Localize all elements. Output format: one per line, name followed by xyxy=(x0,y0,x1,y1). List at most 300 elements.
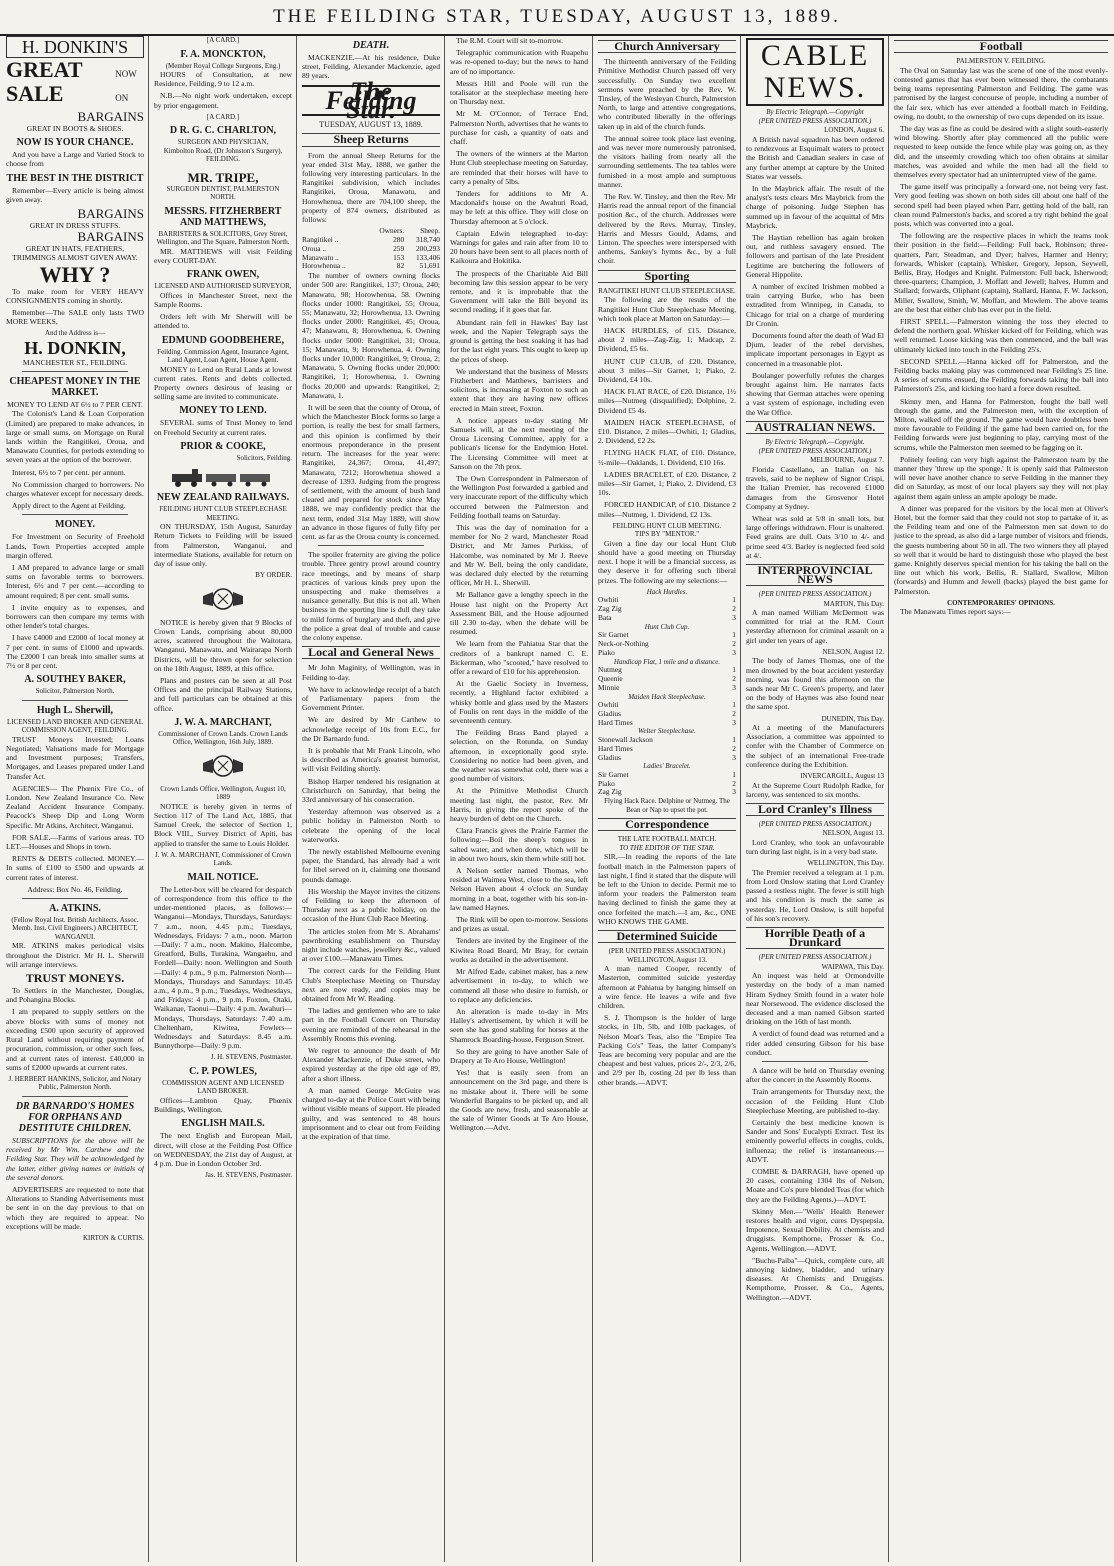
tip-rank: 2 xyxy=(732,604,736,614)
dateline-dunedin: DUNEDIN, This Day. xyxy=(821,714,884,723)
table-cell: 153 xyxy=(393,252,405,262)
prepared-text: I AM prepared to advance large or small sums on favorable terms to borrowers. Interest, 6½ and 7 per cent.—according to amount required; 8 per cent. small sums. xyxy=(6,562,144,600)
news-item: Mr Alfred Eade, cabinet maker, has a new advertisement in to-day, to which we commend all those who desire to furnish, or to replace any deficiencies. xyxy=(450,967,588,1004)
tip-rank: 1 xyxy=(732,630,736,640)
flying-hack-tip: Flying Hack Race. Delphine or Nutmeg. The Bean or Nap to upset the pot. xyxy=(604,797,730,814)
horse-name: Owhiti xyxy=(598,700,619,710)
church-text: The Rev. W. Tinsley, and then the Rev. Mr Harris read the annual report of the financial position &c., of the church. Addresses were delivered by the Revs. Murray, Tinsley, Harris and Messrs Gould, Adams, and Linton. The speeches were interspersed with anthems, Sankey's hymns &c., by a full choir. xyxy=(598,192,736,266)
feilding-hunt-heading: FEILDING HUNT CLUB MEETING. xyxy=(612,521,722,530)
apply-direct-text: Apply direct to the Agent at Feilding. xyxy=(12,501,126,511)
dress-line: GREAT IN DRESS STUFFS. xyxy=(29,221,121,231)
local-news-item: The articles stolen from Mr S. Abrahams' pawnbroking establishment on Thursday night include watches, jewellery &c., valued at over £100.—Manawatu Times. xyxy=(302,926,440,964)
football-report: The Manawatu Times report says:— xyxy=(900,607,1011,617)
column-rule xyxy=(888,36,889,1562)
football-report: The day was as fine as could be desired with a slight south-easterly wind blowing. Shortly after play commenced all the public were requested to keep outside the fence while play was going on, as they did, and the unseemly crowding which too often obtains at similar matches, was avoided and while the men had all the field to themselves every spectator had an uninterrupted view of the game. xyxy=(894,123,1108,179)
coat-of-arms-icon xyxy=(198,751,248,781)
advertisement-item: Certainly the best medicine known is Sander and Sons' Eucalypti Extract. Test its eminently powerful effects in coughs, colds, influenza; the relief is instantaneous.—ADVT. xyxy=(746,1117,884,1164)
boots-line: GREAT IN BOOTS & SHOES. xyxy=(26,124,124,133)
tip-table xyxy=(598,596,736,622)
horse-name: Stonewall Jackson xyxy=(598,734,653,744)
tip-rank: 3 xyxy=(732,682,736,692)
horse-name: Zag Zig xyxy=(598,787,622,797)
tip-rank: 1 xyxy=(732,734,736,744)
great-sale-label: GREAT SALE xyxy=(6,57,83,106)
suicide-byline: (PER UNITED PRESS ASSOCIATION.) WELLINGTON, August 13. xyxy=(608,947,726,964)
electric-telegraph-byline: By Electric Telegraph.—Copyright xyxy=(766,108,864,116)
sale-duration-text: Remember—The SALE only lasts TWO MORE WEEKS, xyxy=(6,308,144,327)
english-mails-heading: ENGLISH MAILS. xyxy=(181,1118,265,1130)
press-association-byline: (PER UNITED PRESS ASSOCIATION.) xyxy=(758,820,872,829)
news-item: A notice appears to-day stating Mr Samuels will, at the next meeting of the Oroua Licensing Committee, apply for a publican's license for the Endymion Hotel. The Licensing Committee will meet at Sanson on the 7th prox. xyxy=(450,415,588,471)
cable-item: In the Maybrick affair. The result of the analyst's tests clears Mrs Maybrick from the charge of poisoning. Judge Stephen has summed up in favour of the acquittal of Mrs Maybrick. xyxy=(746,183,884,230)
card-label: [A CARD.] xyxy=(206,36,240,44)
sporting-heading: Sporting xyxy=(598,270,736,283)
box-address: Address: Box No. 46, Feilding. xyxy=(27,884,123,894)
table-cell: 280 xyxy=(393,235,405,245)
table-row xyxy=(598,788,736,797)
dateline-marton: MARTON, This Day. xyxy=(823,599,884,608)
tripe-name: MR. TRIPE, xyxy=(187,169,259,185)
interprovincial-heading: INTERPROVINCIAL NEWS xyxy=(746,564,884,586)
race-name: Maiden Hack Steeplechase. xyxy=(628,692,706,701)
bargains-heading: BARGAINS xyxy=(77,109,144,124)
inquest-item: An inquest was held at Ormondville yesterday on the body of a man named Hiram Sydney Smith found in a water hole near Norsewood. The evidence disclosed the deceased and a man named Gibson started drinking on the 16th of last month. xyxy=(746,971,884,1027)
divider xyxy=(762,1061,868,1062)
cable-item: A number of excited Irishmen mobbed a train carrying Burke, who has been extradited from Winnipeg, in Canada, to Chicago for trial on a charge of murdering Dr Cronin. xyxy=(746,281,884,328)
drunkard-death-heading: Horrible Death of a Drunkard xyxy=(746,927,884,949)
column-5-church-sporting xyxy=(598,36,736,1562)
news-item: Train arrangements for Thursday next, the occasion of the Feilding Hunt Club Steeplechase Meeting, are published to-day. xyxy=(746,1087,884,1115)
address-label: And the Address is— xyxy=(44,329,106,338)
interprovincial-item: A man named William McDermott was committed for trial at the R.M. Court yesterday afternoon for criminal assault on a girl under ten years of age. xyxy=(746,608,884,645)
advertisement-item: Skinny Men.—"Wells' Health Renewer restores health and vigor, cures Dyspepsia, Impotence, Sexual Debility. At chemists and druggists. Kempthorne, Prosser & Co., Agents, Wellington.—ADVT. xyxy=(746,1206,884,1253)
news-item: Messrs Hill and Poole will run the totalisator at the steeplechase meeting here on Thursday next. xyxy=(450,78,588,107)
football-report: The game itself was principally a forward one, not being very fast. Very good feeling was shown on both sides till about one half of the second spell had been played when Parr, getting hold of the ball, ran clean round Palmerston's backs, and scored a try right behind the goal posts, which was converted into a goal. xyxy=(894,182,1108,228)
race-tips-list xyxy=(598,588,736,797)
local-news-item: The correct cards for the Feilding Hunt Club's Steeplechase Meeting on Thursday next are now ready, and copies may be obtained from Mr W. Reading. xyxy=(302,966,440,1004)
southey-baker-name: A. SOUTHEY BAKER, xyxy=(24,674,126,686)
divider xyxy=(22,700,128,701)
horse-name: Neck-or-Nothing xyxy=(598,639,649,649)
race-result: LADIES BRACELET, of £20. Distance, 2 miles—Sir Garnet, 1; Piako, 2. Dividend, £3 10s. xyxy=(598,469,736,498)
tip-table xyxy=(598,771,736,797)
table-header: Sheep. xyxy=(420,226,440,236)
news-item: An alteration is made to-day in Mrs Halley's advertisement, by which it will be seen she has good stabling for horses at the Shamrock Boarding-house, Ferguson Street. xyxy=(450,1006,588,1044)
race-name: Welter Steeplechase. xyxy=(638,727,696,736)
race-result: MAIDEN HACK STEEPLECHASE, of £10. Distance, 2 miles—Owhiti, 1; Gladius, 2. Dividend, £2 2s. xyxy=(598,417,736,446)
football-report: The following are the respective places in which the teams took their position in the field:—Feilding: Full back, Robinson; three-quarters, Parr, Steadman, and Dyer; halves, Harmer and Henry; forwards, Whisker (captain), Whisker, Gregory, Jepson, Seywell, Bellis, Bray, Hodges and Knight. Palmerston: Full back, Isherwood; three-quarters; Champion, J. Moffatt and Jewell; halves, Humm and Stallard; forwards, Oliphant (captain), Stallard, Hanna, F. W. Jackson, Miller, Swallow, Smith, W. Moffatt, and Mowlem. The above teams are the best that either club has ever put in the field. xyxy=(894,231,1108,314)
charlton-name: D R. G. C. CHARLTON, xyxy=(169,125,277,137)
news-item: The Own Correspondent in Palmerston of the Wellington Post forwarded a garbled and very inaccurate report of the difficulty which occurred between the Palmerston and Feilding football teams on Saturday. xyxy=(450,473,588,520)
football-heading: Football xyxy=(894,40,1108,53)
transfer-notice: NOTICE is hereby given in terms of Section 117 of The Land Act, 1885, that Samuel Creek, the selector of Section 1, Block VIII., Survey District of Apiti, has applied to transfer the same to Louis Holder. xyxy=(154,801,292,848)
owen-name: FRANK OWEN, xyxy=(186,269,260,281)
card-label: [A CARD.] xyxy=(206,112,240,121)
horse-name: Piako xyxy=(598,778,615,788)
donkin-name: H. DONKIN, xyxy=(24,337,126,358)
horse-name: Piako xyxy=(598,647,615,657)
news-item: Tenders are invited by the Engineer of the Kiwitea Road Board, Mr Bray, for certain works as detailed in the advertisement. xyxy=(450,936,588,964)
tip-rank: 3 xyxy=(732,717,736,727)
australian-item: Wheat was sold at 5/8 in small lots, but large offerings withdrawn. Flour is unaltered. Feed grains are dull. Oats 3/10 to 4/- and prime seed 4/3. Barley is neglected feed sold at 4/. xyxy=(746,513,884,560)
news-item: We learn from the Pahiatua Star that the creditors of a bankrupt named C. E. Bickerman, who "scooted," have resolved to offer a reward of £10 for his apprehension. xyxy=(450,639,588,676)
tip-rank: 1 xyxy=(732,700,736,710)
divider xyxy=(318,545,424,546)
horse-name: Nutmeg xyxy=(598,665,622,675)
column-2-professional-cards xyxy=(154,36,292,1562)
great-sale-banner xyxy=(6,58,144,110)
hunt-club-heading: FEILDING HUNT CLUB STEEPLECHASE MEETING. xyxy=(159,505,287,522)
subscriptions-text: SUBSCRIPTIONS for the above will be received by Mr Wm. Carthew and the Feilding Star. They will be acknowledged by the latter, either giving names or initials of the several donors. xyxy=(6,1135,144,1182)
stevens-signature-2: Jas. H. STEVENS, Postmaster. xyxy=(205,1171,292,1180)
divider xyxy=(22,898,128,899)
remember-text: Remember—Every article is being almost given away. xyxy=(6,185,144,204)
table-row xyxy=(598,754,736,763)
contemporaries-heading: CONTEMPORARIES' OPINIONS. xyxy=(947,598,1055,607)
dateline-wellington: WELLINGTON, This Day. xyxy=(807,859,884,868)
sheep-returns-flocks: The number of owners owning flocks under 500 are: Rangitikei, 137; Oroua, 240; Manawatu, 98; Horowhenua, 58. Owning flocks under 1000: Rangitikei, 55; Oroua, 55; Manawatu, 32; Horowhenua, 13. Owning flocks under 2000: Rangitikei, 45; Oroua, 47; Manawatu, 8; Horowhenua, 6. Owning flocks under 5000: Rangitikei, 31; Oroua, 15; Manawatu, 9; Horowhenua, 4. Owning flocks under 10,000: Rangitikei, 9; Oroua, 2; Manawatu, 5. Owning flocks under 20,000: Rangitikei, 1; Horowhenua, 1. Owning flocks 20,000 and upwards: Rangitikei, 2; Manawatu, 1. xyxy=(302,271,440,400)
tip-table xyxy=(598,631,736,657)
marchant-signature: J. W. A. MARCHANT, Commissioner of Crown Lands. xyxy=(155,850,291,868)
column-6-telegrams xyxy=(746,36,884,1562)
church-text: The annual soiree took place last evening, and was never more numerously patronised, the visitors hailing from nearly all the surrounding settlements. The tea tables were furnished in a most ample and sumptuous manner. xyxy=(598,133,736,189)
money-to-lend-heading: MONEY TO LEND. xyxy=(179,405,267,417)
now-on-label: NOW ON xyxy=(115,69,137,103)
advertisement-item: "Buchu-Paiba"—Quick, complete cure, all annoying kidney, bladder, and urinary diseases. At Chemists and Druggists. Kempthorne, Prosser, & Co., Agents, Wellington.—ADVT. xyxy=(746,1255,884,1302)
australian-item: Florida Castellano, an Italian on his travels, said to be nephew of Signor Crispi, the Italian Premier, has recovered £1000 damages from the Grosvenor Hotel Company at Sydney. xyxy=(746,464,884,511)
race-name: Handicap Flat, 1 mile and a distance. xyxy=(613,657,721,666)
bargains-heading-3: BARGAINS xyxy=(77,229,144,245)
masthead: THE FEILDING STAR, TUESDAY, AUGUST 13, 1889. xyxy=(0,0,1114,36)
news-item: We understand that the business of Messrs Fitzherbert and Matthews, barristers and solicitors, is increasing at Foxton to such an extent that they are having new offices erected in Main street, Foxton. xyxy=(450,366,588,413)
tip-rank: 1 xyxy=(732,769,736,779)
news-item: Yes! that is easily seen from an announcement on the 3rd page, and there is no mistake about it. There will be some Wonderful Bargains to be picked up, and all the Goods are new, fresh, and seasonable at the sale of Winter Goods at Te Aro House, Wellington.—Advt. xyxy=(450,1068,588,1133)
local-news-item: Bishop Harper tendered his resignation at Christchurch on Saturday, that being the 33rd anniversary of his consecration. xyxy=(302,776,440,804)
local-news-item: We are desired by Mr Carthew to acknowledge receipt of 10s from E.C., for the Dr Barnardo fund. xyxy=(302,715,440,743)
stevens-signature: J. H. STEVENS, Postmaster. xyxy=(210,1053,292,1062)
news-item: Abundant rain fell in Hawkes' Bay last week, and the Napier Telegraph says the ground is getting the best soaking it has had for the last eight years. This ought to keep up the prices of sheep. xyxy=(450,317,588,364)
cable-item: The Haytian rebellion has again broken out, and ruthless savagery ensued. The followers and partisan of the late President Legitime are butchering the followers of General Hippolite. xyxy=(746,232,884,279)
inquest-item: A verdict of found dead was returned and a rider added censuring Gibson for his base conduct. xyxy=(746,1029,884,1057)
powles-title: COMMISSION AGENT AND LICENSED LAND BROKER. xyxy=(162,1078,284,1096)
tip-rank: 2 xyxy=(732,708,736,718)
marchant-name: J. W. A. MARCHANT, xyxy=(174,716,272,728)
local-news-item: A man named George McGuire was charged to-day at the Police Court with being without visible means of support. He pleaded guilty, and was sentenced to 48 hours imprisonment and to clear out from Feilding at the expiration of that time. xyxy=(302,1085,440,1141)
large-stock-text: And you have a Large and Varied Stock to choose from xyxy=(6,150,144,169)
table-row xyxy=(598,684,736,693)
table-cell: Oroua .. xyxy=(302,243,327,253)
tip-rank: 2 xyxy=(732,778,736,788)
news-item: Telegraphic communication with Ruapehu was re-opened to-day; but the news to hand are of no importance. xyxy=(450,48,588,76)
news-item: The Feilding Brass Band played a selection, on the Rotunda, on Sunday afternoon, in exceptionally good style. Considering no notice had been given, and the weather was somewhat cold, there was a good number of visitors. xyxy=(450,728,588,784)
consultation-hours: HOURS of Consultation, at new Residence, Feilding, 9 to 12 a.m. xyxy=(154,70,292,89)
news-item: Mr M. O'Connor, of Terrace End, Palmerston North, advertises that he wants to purchase for cash, a quantity of oats and chaff. xyxy=(450,109,588,147)
football-report: Skinny men, and Hanna for Palmerston, fought the ball well through the game, and the Palmerston men, with the exception of Milton, walked off the ground. The game would have doubtless been more favourable to Feilding if the game had been carried on, for the Feilding forwards were just beginning to play, carrying most of the scrums, while the Palmerston men seemed to be fagging on it. xyxy=(894,396,1108,452)
money-investment-text: For Investment on Security of Freehold Lands, Town Properties accepted ample margin offered. xyxy=(6,532,144,560)
tip-rank: 3 xyxy=(732,647,736,657)
horse-name: Queenie xyxy=(598,673,623,683)
press-association-byline: (PER UNITED PRESS ASSOCIATION.) xyxy=(758,590,872,599)
marchant-title: Commissioner of Crown Lands. Crown Lands Office, Wellington, 16th July, 1889. xyxy=(158,729,288,747)
rangitikei-heading: RANGITIKEI HUNT CLUB STEEPLECHASE. xyxy=(598,286,736,295)
interest-text: Interest, 6½ to 7 per cent. per annum. xyxy=(12,467,126,477)
electric-telegraph-byline: By Electric Telegraph.—Copyright. xyxy=(765,438,865,446)
church-text: The thirteenth anniversary of the Feilding Primitive Methodist Church passed off very successfully. On Sunday two excellent sermons were preached by the Rev. W. Tinsley, of the Wesleyan Church, Palmerston North, to large and attentive congregations, who contributed liberally in the offerings taken up in aid of the church funds. xyxy=(598,57,736,131)
tip-table xyxy=(598,701,736,727)
column-7-football xyxy=(894,36,1108,1562)
cable-item: Documents found after the death of Wad El Djum, leader of the rebel dervishes, implicate important personages in Egypt as concerned in a treasonable plot. xyxy=(746,330,884,368)
press-association-byline: (PER UNITED PRESS ASSOCIATION.) xyxy=(758,447,872,456)
column-1-donkin-advertisements xyxy=(6,36,144,1562)
dateline-london: LONDON, August 6. xyxy=(824,126,884,135)
agencies-text: AGENCIES— The Phœnix Fire Co., of London. New Zealand Insurance Co. New Zealand Accident Insurance Company. Peacock's Sheep Dip and Long Worm Specific. Mr Atkins, Architect, Wanganui. xyxy=(6,783,144,830)
horse-name: Hard Times xyxy=(598,743,633,753)
owen-office: Offices in Manchester Street, next the Sample Rooms. xyxy=(154,290,292,309)
local-news-item: His Worship the Mayor invites the citizens of Feilding to keep the afternoon of Thursday next as a public holiday, on the occasion of the Hunt Club Race Meeting. xyxy=(302,886,440,924)
local-news-item: We regret to announce the death of Mr Alexander Mackenzie, of Duke street, who expired yesterday at the ripe old age of 89, after a short illness. xyxy=(302,1046,440,1083)
tip-rank: 3 xyxy=(732,612,736,622)
australian-news-heading: AUSTRALIAN NEWS. xyxy=(746,421,884,434)
column-rule xyxy=(444,36,445,1562)
bargains-heading-2: BARGAINS xyxy=(77,206,144,222)
table-cell: 51,691 xyxy=(419,261,440,271)
table-row xyxy=(598,614,736,623)
colonists-text: The Colonist's Land & Loan Corporation (Limited) are prepared to make advances, in large or small sums, on Mortgage on Rural lands within the Rangitikei, Oroua, and Manawatu Counties, for periods extending to seven years at the option of the borrower. xyxy=(6,409,144,465)
suicide-text: A man named Cooper, recently of Masterton, committed suicide yesterday afternoon at Pahiatua by hanging himself on a wire fence. He leaves a wife and five children. xyxy=(598,964,736,1011)
tip-rank: 2 xyxy=(732,743,736,753)
tip-table xyxy=(598,666,736,692)
local-news-item: The ladies and gentlemen who are to take part in the Football Concert on Thursday evening are reminded of the rehearsal in the Assembly Rooms this evening. xyxy=(302,1006,440,1043)
sherwill-name: Hugh L. Sherwill, xyxy=(36,704,114,716)
table-header: Owners. xyxy=(379,226,405,236)
horse-name: Zag Zig xyxy=(598,604,622,614)
dateline-invercargill: INVERCARGILL, August 13 xyxy=(800,772,884,781)
railways-heading: NEW ZEALAND RAILWAYS. xyxy=(156,492,290,504)
tea-advertisement: S. J. Thompson is the holder of large stocks, in 1lb, 5lb, and 10lb packages, of Nelson Moat's Teas, also the "Empire Tea Packing Co's" Teas, the latter Company's Teas are becoming very popular and are the cheapest and best values, prices 2/-, 2/3, 2/6, and 2/9 per lb, costing 2d per lb less than other brands.—ADVT. xyxy=(598,1013,736,1087)
trust-money-text: SEVERAL sums of Trust Money to lend on Freehold Security at current rates. xyxy=(154,418,292,437)
death-notice: MACKENZIE.—At his residence, Duke street, Feilding, Alexander Mackenzie, aged 89 years. xyxy=(302,53,440,81)
race-name: Hack Hurdles. xyxy=(646,587,688,596)
race-result: HACK HURDLES, of £15. Distance, about 2 miles—Zag-Zig, 1; Madcap, 2. Dividend, £5 6s. xyxy=(598,325,736,354)
local-news-heading: Local and General News xyxy=(302,646,440,659)
fitzherbert-name: MESSRS. FITZHERBERT AND MATTHEWS, xyxy=(164,205,282,228)
goodbehere-name: EDMUND GOODBEHERE, xyxy=(161,334,285,346)
race-result: HACK FLAT RACE, of £20. Distance, 1½ miles—Nutmeg (disqualified); Dolphine, 2. Dividend £5 4s. xyxy=(598,387,736,415)
dateline-nelson: NELSON, August 12. xyxy=(822,647,884,656)
english-mails-text: The next English and European Mail, direct, will close at the Feilding Post Office on WEDNESDAY, the 21st day of August, at 4 p.m. Due in London October 3rd. xyxy=(154,1131,292,1168)
barnardo-heading: DR BARNARDO'S HOMES FOR ORPHANS AND DESTITUTE CHILDREN. xyxy=(15,1100,135,1134)
news-item: So they are going to have another Sale of Drapery at Te Aro House, Wellington! xyxy=(450,1046,588,1065)
race-result: The following are the results of the Rangitikei Hunt Club Steeplechase Meeting, which took place at Marton on Saturday:— xyxy=(598,295,736,323)
prior-cooke-title: Solicitors, Feilding. xyxy=(236,453,292,462)
horse-name: Gladius xyxy=(598,752,621,762)
fitzherbert-title: BARRISTERS & SOLICITORS, Grey Street, Wellington, and The Square, Palmerston North. xyxy=(156,229,290,247)
horse-name: Hard Times xyxy=(598,717,633,727)
race-result: HUNT CUP CLUB, of £20. Distance, about 3 miles—Sir Garnet, 1; Piako, 2. Dividend, £4 10s. xyxy=(598,356,736,384)
news-item: Clara Francis gives the Prairie Farmer the following:—Boil the sheep's tongues in salted water, and when done, which will be in about two hours, skin them while still hot. xyxy=(450,826,588,863)
money-lend-line: MONEY TO LEND AT 6½ to 7 PER CENT. xyxy=(7,400,143,410)
column-4-news xyxy=(450,36,588,1562)
sheep-returns-table xyxy=(302,227,440,271)
race-name: Ladies' Bracelet. xyxy=(643,762,691,771)
advertisement-item: COMBE & DARRAGH, have opened up 20 cases, containing 1304 lbs of Nelson, Moate and Co's pure blended Teas (for which they are the Feilding Agents.)—ADVT. xyxy=(746,1167,884,1204)
matthews-visit: MR. MATTHEWS will visit Feilding every COURT-DAY. xyxy=(154,246,292,266)
donkin-address: MANCHESTER ST., FEILDING. xyxy=(22,357,128,367)
powles-office: Offices—Lambton Quay, Phœnix Buildings, Wellington. xyxy=(154,1095,292,1115)
local-news-item: Yesterday afternoon was observed as a public holiday in Palmerston North to celebrate the opening of the local waterworks. xyxy=(302,807,440,844)
trust-text: TRUST Moneys Invested; Loans Negotiated; Valuations made for Mortgage and Investment purposes; Transfers, Mortgages, and Leases prepared under Land Transfer Act. xyxy=(6,734,144,781)
interprovincial-item: At the Supreme Court Rudolph Radke, for larceny, was sentenced to six months. xyxy=(746,780,884,799)
news-item: A dance will be held on Thursday evening after the concert in the Assembly Rooms. xyxy=(746,1065,884,1085)
charlton-title: SURGEON AND PHYSICIAN, xyxy=(177,138,269,147)
horse-name: Bata xyxy=(598,612,612,622)
horse-name: Sir Garnet xyxy=(598,769,629,779)
football-report: A dinner was prepared for the visitors by the local men at Oliver's Hotel, but the former said that they could not stop to partake of it, as the Feilding team and one of the Palmerston men sat down to do justice to the spread, as also did a large number of visitors and friends, the guests numbering about 50 in all. The two winners they all played so well that it would be hard to distinguish those who played the best game. Knightly deserves special mention for his taking the ball on the line out which his work, Bellis, R. Stallard, Swallow, Milton (forwards) and Humm and Jewell (backs) played the best game for Palmerston. xyxy=(894,503,1108,596)
news-item: At the Gaelic Society in Inverness, recently, a Highland factor exhibited a whisky bottle and glass used by the Masters of Foulis on rent days in the middle of the seventeenth century. xyxy=(450,679,588,726)
mail-schedule-text: The Letter-box will be cleared for despatch of correspondence from this office to the under-mentioned places, as follows:— Wanganui—Mondays, Thursdays, Saturdays: 7 a.m., noon, 4.45 p.m.; Tuesdays, Wednesdays, Fridays: 7 a.m., noon. Marton—Daily: 7 a.m., noon. Makino, Halcombe, Greatford, Bulls, Turakina, Wangaehu, and Fordell—Daily: noon. Wellington and South—Daily: 4 p.m., 9 p.m. Palmerston North—Mondays, Thursdays and Saturdays: 10.45 a.m., 4 p.m., 9 p.m.; Tuesdays, Wednesdays, and Fridays: 4 p.m., 9 p.m. Foxton, Otaki, Waikanae, Taonui—Daily: 4 p.m. Awahuri—Mondays, Thursdays, Saturdays: 7.40 a.m. Cheltenham, Kiwitea, Fowlers—Wednesdays and Saturdays: 8.45 a.m. Bunnythorpe—Daily: 9 p.m. xyxy=(154,884,292,1051)
tip-rank: 1 xyxy=(732,665,736,675)
night-work-note: N.B.—No night work undertaken, except by prior engagement. xyxy=(154,91,292,110)
dateline-waipawa: WAIPAWA, This Day. xyxy=(821,962,884,971)
press-association-byline: (PER UNITED PRESS ASSOCIATION.) xyxy=(758,117,872,126)
match-heading: PALMERSTON V. FEILDING. xyxy=(956,57,1046,66)
sheep-returns-intro: From the annual Sheep Returns for the year ended 31st May, 1888, we gather the following very interesting particulars. In the Rangitikei subdivision, which includes Rangitikei, Oroua, Manawatu, and Horowhenua, there are 704,100 sheep, the property of 874 owners, distributed as follows: xyxy=(302,150,440,225)
invite-text: I invite enquiry as to expenses, and borrowers can then compare my terms with other lender's total charges. xyxy=(6,602,144,631)
local-news-item: We have to acknowledge receipt of a batch of Parliamentary papers from the Government Printer. xyxy=(302,684,440,713)
cranley-item: Lord Cranley, who took an unfavourable turn during last night, is in a very bad state. xyxy=(746,837,884,857)
news-item: The prospects of the Charitable Aid Bill becoming law this session appear to be very remote, and it is improbable that the Government will take the Bill beyond its second reading, if it goes that far. xyxy=(450,268,588,315)
dateline-melbourne: MELBOURNE, August 7. xyxy=(810,456,884,465)
horse-name: Gladius xyxy=(598,708,621,718)
news-item: The Rink will be open to-morrow. Sessions and prizes as usual. xyxy=(450,915,588,934)
table-row xyxy=(598,771,736,780)
coat-of-arms-icon xyxy=(198,584,248,614)
news-item: Captain Edwin telegraphed to-day: Warnings for gales and rain after from 10 to 20 hours have been sent to all places north of Kaikoura and Hokitika. xyxy=(450,228,588,266)
atkins-text: MR. ATKINS makes periodical visits throughout the District. Mr H. L. Sherwill will arrange interviews. xyxy=(6,941,144,969)
news-item: A Nelson settler named Thomas, who resided at Waimea West, close to the sea, left Nelson Haven about 4 o'clock on Sunday morning in a boat, together with his son-in-law named Haynes. xyxy=(450,866,588,912)
no-commission-text: No Commission charged to borrowers. No charges whatever except for necessary deeds. xyxy=(6,479,144,498)
horse-name: Owhiti xyxy=(598,595,619,605)
best-in-district: THE BEST IN THE DISTRICT xyxy=(6,172,144,184)
cable-news-heading: CABLE NEWS. xyxy=(746,38,884,106)
table-cell: 318,740 xyxy=(415,235,440,245)
table-cell: 259 xyxy=(393,243,405,253)
crown-lands-notice: NOTICE is hereby given that 9 Blocks of Crown Lands, comprising about 80,000 acres, scattered throughout the Waitotara, Wanganui, Manawatu, and Wairarapa North Districts, will be thrown open for selection on the 18th August, 1889, at this office. xyxy=(154,617,292,673)
dateline-nelson-2: NELSON, August 13. xyxy=(822,829,884,838)
your-chance-heading: NOW IS YOUR CHANCE. xyxy=(16,137,134,149)
tip-table xyxy=(598,736,736,762)
local-money-text: I have £4000 and £2000 of local money at 7 per cent. in sums of £1000 and upwards. The £2000 I can break into smaller sums at 7½ or 8 per cent. xyxy=(6,633,144,671)
why-heading: WHY ? xyxy=(39,261,111,287)
news-item: Tenders for additions to Mr A. Macdonald's house on the Awahuri Road, may be left at this office. They will close on Thursday afternoon at 5 o'clock. xyxy=(450,189,588,226)
sheep-returns-oroua: It will be seen that the county of Oroua, of which the Manchester Block forms so large a portion, is really the best for small farmers, and this opinion is confirmed by their enormous preponderance in the present return. The increases for the year were: Rangitikei, 24,367; Oroua, 41,497; Manawatu, 7212; Horowhenua showed a decrease of 1393. Judging from the progress of settlement, with the amount of bush land cleared and prepared for stock since May 1888, we may confidently predict that the next term, ended 31st May 1889, will show an advance in those figures of fully fifty per cent. as far as the Oroua county is concerned. xyxy=(302,403,440,541)
kirton-curtis-signature: KIRTON & CURTIS. xyxy=(82,1233,144,1242)
football-report: SECOND SPELL.—Hanna kicked off for Palmerston, and the Feilding backs making play was commenced near Feilding's 25 line. A series of scrums ensued, the Feilding forwards taking the ball into Palmerston's 25s, and kicking too hard a force down resulted. xyxy=(894,356,1108,394)
table-row xyxy=(598,640,736,649)
table-cell: 82 xyxy=(396,261,405,271)
news-item: Mr Ballance gave a lengthy speech in the House last night on the Property Act Assessment Bill, and the House adjourned till 2.30 to-day, when the debate will be resumed. xyxy=(450,590,588,637)
race-name: Hunt Club Cup. xyxy=(644,622,690,631)
column-rule xyxy=(296,36,297,1562)
advertisers-text: ADVERTISERS are requested to note that Alterations to Standing Advertisements must be sent in on the day previous to that on which they are required to appear. No exceptions will be made. xyxy=(6,1184,144,1231)
powles-name: C. P. POWLES, xyxy=(189,1065,257,1077)
local-news-item: Mr John Maginity, of Wellington, was in Feilding to-day. xyxy=(302,663,440,682)
press-association-byline: (PER UNITED PRESS ASSOCIATION.) xyxy=(758,953,872,962)
to-editor-line: TO THE EDITOR OF THE STAR. xyxy=(619,843,715,852)
newspaper-nameplate: The Feilding Star. xyxy=(302,85,440,117)
for-sale-text: FOR SALE.—Farms of various areas. TO LET.—Houses and Shops in town. xyxy=(6,832,144,851)
issue-date: TUESDAY, AUGUST 13, 1889. xyxy=(319,120,423,130)
interprovincial-item: At a meeting of the Manufacturers Association, a committee was appointed to confer with the Chamber of Commerce on the subject of an international Free-trade conference during the Exhibition. xyxy=(746,723,884,769)
late-match-heading: THE LATE FOOTBALL MATCH. xyxy=(617,835,717,844)
mail-notice-heading: MAIL NOTICE. xyxy=(187,871,259,883)
table-cell: 200,293 xyxy=(415,243,440,253)
tip-rank: 1 xyxy=(732,595,736,605)
table-row xyxy=(598,649,736,658)
table-cell: Manawatu .. xyxy=(302,252,339,262)
money-heading: MONEY. xyxy=(55,519,95,531)
owen-orders: Orders left with Mr Sherwill will be attended to. xyxy=(154,312,292,331)
horse-name: Minnie xyxy=(598,682,620,692)
column-rule xyxy=(740,36,741,1562)
tips-intro: Given a fine day our local Hunt Club should have a good meeting on Thursday next. I hope it will be a financial success, as they deserve it for offering such liberal prizes. The following are my selections:— xyxy=(598,538,736,585)
settlers-text: I am prepared to supply settlers on the above blocks with sums of money not exceeding £500 upon security of approved Rural Land without requiring payment of procuration, commission, or other such fees, and at current rates of interest. £40,000 in sums of £2000 upwards at current rates. xyxy=(6,1007,144,1072)
by-order-signature: BY ORDER. xyxy=(255,571,292,580)
cable-item: A British naval squadron has been ordered to rendezvous at Esquimalt waters to protect the British and Canadian sealers in case of any further attempt at capture by the United States war vessels. xyxy=(746,134,884,181)
race-result: FLYING HACK FLAT, of £10. Distance, ½-mile—Oaklands, 1. Dividend, £10 16s. xyxy=(598,448,736,467)
news-item: This was the day of nomination for a member for No 2 ward, Manchester Road District, and Mr James Purkiss, of Halcombe, was nominated by Mr J. Reeve and Mr W. Bell, being the only candidate, was declared duly elected by the returning officer, Mr H. L. Sherwill. xyxy=(450,522,588,588)
table-cell: 133,406 xyxy=(415,252,440,262)
donkin-title: H. DONKIN'S xyxy=(6,36,144,58)
tips-by-mentor: TIPS BY "MENTOR." xyxy=(634,530,700,539)
tip-rank: 3 xyxy=(732,752,736,762)
cranley-heading: Lord Cranley's Illness xyxy=(746,803,884,816)
column-rule xyxy=(592,36,593,1562)
table-row xyxy=(598,719,736,728)
hunt-tickets-text: ON THURSDAY, 15th August, Saturday Return Tickets to Feilding will be issued from Palmerston, Wanganui, and intermediate Stations, available for return on day of issue only. xyxy=(154,522,292,569)
atkins-name: A. ATKINS. xyxy=(49,902,101,914)
trust-moneys-heading: TRUST MONEYS. xyxy=(25,971,125,986)
column-3-editorial xyxy=(302,36,440,1562)
table-row xyxy=(598,605,736,614)
table-cell: Rangitikei .. xyxy=(302,235,339,245)
divider xyxy=(22,371,128,372)
football-report: The Oval on Saturday last was the scene of one of the most evenly-contested games that has ever been witnessed there, the combatants being teams representing Palmerston and Feilding. The game was patronised by the largest concourse of people, including a number of the fair sex, which has ever attended a football match in Feilding, owing, no doubt, to the ownership of two cups depended on its issue. xyxy=(894,65,1108,121)
football-report: FIRST SPELL.—Palmerston winning the toss they elected to defend the northern goal. Whisker kicked off for Feilding, which was well returned. Loose kicking was then commenced, and the ball was ultimately kicked into touch in the Feilding 25's. xyxy=(894,316,1108,354)
plans-text: Plans and posters can be seen at all Post Offices and the principal Railway Stations, and full particulars can be obtained at this office. xyxy=(154,675,292,713)
monckton-title: (Member Royal College Surgeons, Eng.) xyxy=(165,61,281,70)
news-item: The R.M. Court will sit to-morrow. xyxy=(456,36,564,45)
correspondence-letter: SIR,—In reading the reports of the late football match in the Palmerston papers of last night, I find it stated that the dispute will be left to the Union to decide. Permit me to inform your readers the Palmerston team having declined to finish the game they at once forfeited the match.—I am, &c., ONE WHO KNOWS THE GAME. xyxy=(598,852,736,926)
rents-text: RENTS & DEBTS collected. MONEY.—In sums of £100 to £500 and upwards at current rates of interest. xyxy=(6,854,144,882)
news-item: At the Primitive Methodist Church meeting last night, the pastor, Rev. Mr Harris, in giving the report spoke of the heavy burden of debt on the Church. xyxy=(450,786,588,824)
table-row xyxy=(302,262,440,271)
goodbehere-title: Feilding. Commission Agent, Insurance Agent, Land Agent, Loan Agent, House Agent. xyxy=(157,347,289,365)
correspondence-heading: Correspondence xyxy=(598,818,736,831)
settlers-heading: To Settlers in the Manchester, Douglas, and Pohangina Blocks. xyxy=(6,986,144,1005)
divider xyxy=(22,514,128,515)
death-heading: DEATH. xyxy=(352,40,390,51)
hats-line: GREAT IN HATS, FEATHERS, TRIMMINGS ALMOST GIVEN AWAY. xyxy=(12,244,138,263)
owen-title: LICENSED AND AUTHORISED SURVEYOR, xyxy=(154,282,292,291)
column-rule xyxy=(148,36,149,1562)
divider xyxy=(22,1096,128,1097)
tip-rank: 2 xyxy=(732,673,736,683)
news-item: The owners of the winners at the Marton Hunt Club steeplechase meeting on Saturday, are reminded that their horses will have to carry a penalty of 5lbs. xyxy=(450,149,588,186)
tripe-title: SURGEON DENTIST, PALMERSTON NORTH. xyxy=(166,184,280,202)
spoiler-article: The spoiler fraternity are giving the police trouble. Three gentry prowl around country race meetings, and by means of sharp practices of various kinds prey upon the unsuspecting and make themselves a nuisance generally. But this is not all. When business in the sporting line is dull they take to mild forms of burglary and theft, and give the police a great deal of trouble and cause the colony expense. xyxy=(302,550,440,642)
cranley-item: The Premier received a telegram at 1 p.m. from Lord Onslow stating that Lord Cranley passed a restless night. The fever is still high and his condition is much the same as yesterday. He, Lord Onslow, is still hopeful of his son's recovery. xyxy=(746,867,884,923)
